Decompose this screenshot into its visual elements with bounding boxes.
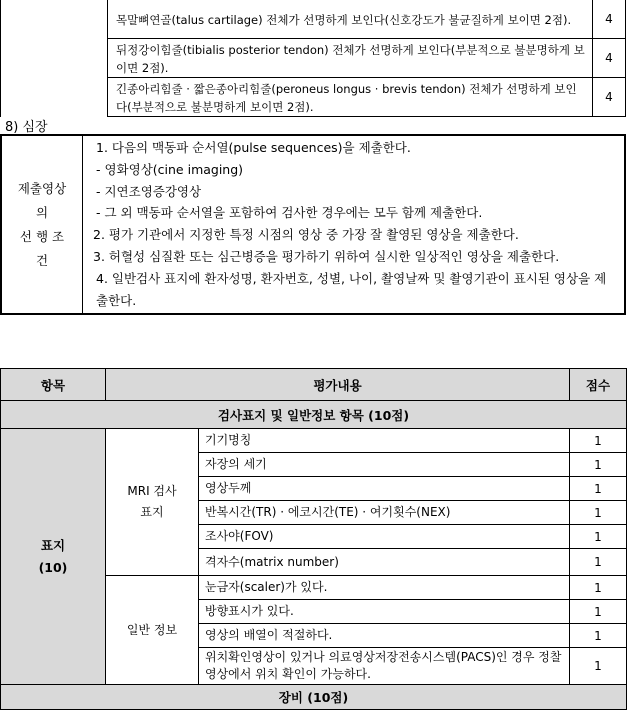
submission-conditions-table bbox=[0, 134, 626, 315]
subcategory-mri bbox=[106, 429, 199, 576]
criterion-text: 반복시간(TR) · 에코시간(TE) · 여기횟수(NEX) bbox=[199, 501, 570, 525]
col-header-score: 점수 bbox=[570, 369, 627, 401]
criterion-score: 1 bbox=[570, 624, 627, 648]
group-row bbox=[1, 401, 627, 429]
condition-subitem: - 지연조영증강영상 bbox=[96, 183, 202, 199]
conditions-body bbox=[83, 135, 626, 314]
condition-subitem: - 영화영상(cine imaging) bbox=[96, 161, 244, 177]
table-row bbox=[1, 135, 625, 314]
label-line: 의 bbox=[35, 204, 49, 220]
label-line: 건 bbox=[35, 252, 49, 268]
group-title: 검사표지 및 일반정보 항목 (10점) bbox=[1, 401, 627, 429]
criterion-text: 조사야(FOV) bbox=[199, 525, 570, 549]
condition-item: 1. 다음의 맥동파 순서열(pulse sequences)을 제출한다. bbox=[96, 140, 411, 155]
criterion-text: 영상의 배열이 적절하다. bbox=[199, 624, 570, 648]
criterion-text: 눈금자(scaler)가 있다. bbox=[199, 576, 570, 600]
subcategory-line: MRI 검사 bbox=[127, 484, 177, 498]
criterion-score: 1 bbox=[570, 549, 627, 576]
criterion-text: 기기명칭 bbox=[199, 429, 570, 453]
criterion-score: 1 bbox=[570, 525, 627, 549]
criterion-text: 위치확인영상이 있거나 의료영상저장전송시스템(PACS)인 경우 정찰영상에서 위치 확인이 가능하다. bbox=[199, 648, 570, 685]
criterion-score: 1 bbox=[570, 477, 627, 501]
criterion-score: 1 bbox=[570, 453, 627, 477]
label-line: 선 행 조 bbox=[19, 228, 65, 244]
subcategory-general: 일반 정보 bbox=[106, 576, 199, 685]
criterion-text: 긴종아리힘줄 · 짧은종아리힘줄(peroneus longus · brevis tendon) 전체가 선명하게 보인다(부분적으로 불분명하게 보이면 2점). bbox=[108, 78, 593, 117]
category-cell bbox=[1, 429, 106, 685]
criterion-text: 뒤정강이힘줄(tibialis posterior tendon) 전체가 선명하게 보인다(부분적으로 불분명하게 보이면 2점). bbox=[108, 39, 593, 78]
criterion-score: 1 bbox=[570, 429, 627, 453]
evaluation-table bbox=[0, 368, 627, 710]
label-line: 제출영상 bbox=[17, 180, 67, 196]
group-title: 장비 (10점) bbox=[1, 685, 627, 710]
criterion-score: 4 bbox=[593, 78, 626, 117]
criterion-text: 목말뼈연골(talus cartilage) 전체가 선명하게 보인다(신호강도가 불균질하게 보이면 2점). bbox=[108, 0, 593, 39]
col-header-content: 평가내용 bbox=[106, 369, 570, 401]
criterion-text: 영상두께 bbox=[199, 477, 570, 501]
scoring-table-continued bbox=[0, 0, 626, 117]
subcategory-line: 표지 bbox=[140, 505, 164, 519]
condition-subitem: - 그 외 맥동파 순서열을 포함하여 검사한 경우에는 모두 함께 제출한다. bbox=[96, 205, 483, 221]
col-header-item: 항목 bbox=[1, 369, 106, 401]
table-row bbox=[1, 429, 627, 453]
section-heading: 8) 심장 bbox=[5, 120, 48, 135]
group-row bbox=[1, 685, 627, 710]
criterion-text: 격자수(matrix number) bbox=[199, 549, 570, 576]
criterion-text: 방향표시가 있다. bbox=[199, 600, 570, 624]
category-points: (10) bbox=[38, 559, 68, 575]
conditions-label bbox=[1, 135, 83, 314]
criterion-score: 4 bbox=[593, 39, 626, 78]
criterion-score: 1 bbox=[570, 648, 627, 685]
criterion-score: 4 bbox=[593, 0, 626, 39]
criterion-score: 1 bbox=[570, 576, 627, 600]
table-row bbox=[1, 0, 626, 39]
category-name: 표지 bbox=[40, 537, 66, 553]
condition-item: 3. 허혈성 심질환 또는 심근병증을 평가하기 위하여 실시한 일상적인 영상을 제출한다. bbox=[93, 248, 560, 264]
criterion-text: 자장의 세기 bbox=[199, 453, 570, 477]
criterion-score: 1 bbox=[570, 600, 627, 624]
criterion-score: 1 bbox=[570, 501, 627, 525]
condition-item: 4. 일반검사 표지에 환자성명, 환자번호, 성별, 나이, 촬영날짜 및 촬영기관이 표시된 영상을 제출한다. bbox=[96, 270, 607, 308]
blank-cell bbox=[1, 0, 108, 117]
header-row bbox=[1, 369, 627, 401]
condition-item: 2. 평가 기관에서 지정한 특정 시점의 영상 중 가장 잘 촬영된 영상을 제출한다. bbox=[93, 227, 519, 243]
